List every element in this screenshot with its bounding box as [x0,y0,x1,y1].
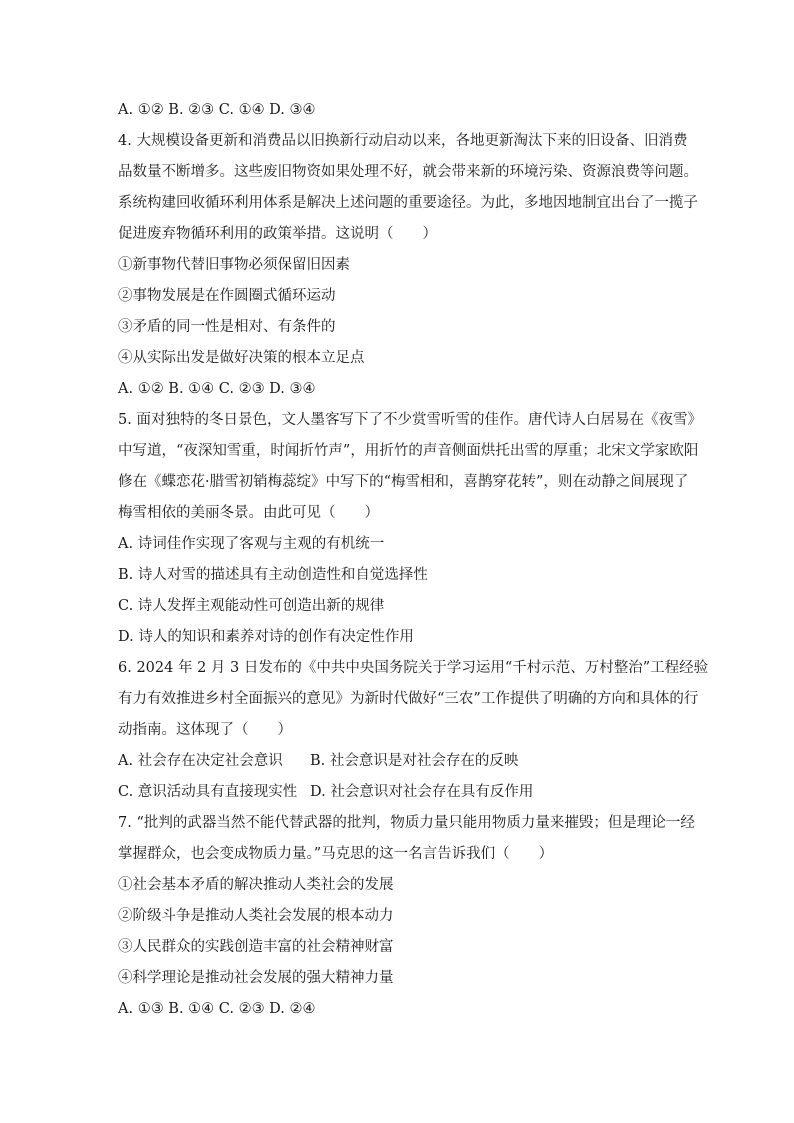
q5-stem-line-4: 梅雪相依的美丽冬景。由此可见（ ） [118,505,379,521]
q5-option-a: A. 诗词佳作实现了客观与主观的有机统一 [118,536,385,552]
q4-statement-1: ①新事物代替旧事物必须保留旧因素 [118,257,350,273]
q7-stem-line-1: 7. “批判的武器当然不能代替武器的批判，物质力量只能用物质力量来摧毁；但是理论一经 [118,815,695,831]
q5-option-d: D. 诗人的知识和素养对诗的创作有决定性作用 [118,629,414,645]
q6-options-row-2 [118,782,688,813]
q4-stem-line-4: 促进废弃物循环利用的政策举措。这说明（ ） [118,226,437,242]
q5-stem-line-3: 修在《蝶恋花·腊雪初销梅蕊绽》中写下的“梅雪相和，喜鹊穿花转”，则在动静之间展现了 [118,474,689,490]
q5-option-c: C. 诗人发挥主观能动性可创造出新的规律 [118,598,385,614]
q6-option-d: D. 社会意识对社会存在具有反作用 [310,784,534,800]
q4-statement-4: ④从实际出发是做好决策的根本立足点 [118,350,365,366]
q6-option-a: A. 社会存在决定社会意识 [118,753,283,769]
q5-option-b: B. 诗人对雪的描述具有主动创造性和自觉选择性 [118,567,428,583]
q7-statement-3: ③人民群众的实践创造丰富的社会精神财富 [118,939,394,955]
q7-stem-line-2: 掌握群众，也会变成物质力量。”马克思的这一名言告诉我们（ ） [118,846,554,862]
q4-stem-line-3: 系统构建回收循环利用体系是解决上述问题的重要途径。为此，多地因地制宜出台了一揽子 [118,195,698,211]
q4-answer-choices: A. ①② B. ①④ C. ②③ D. ③④ [118,381,316,397]
q3-answer-choices: A. ①② B. ②③ C. ①④ D. ③④ [118,102,316,118]
q4-stem-line-1: 4. 大规模设备更新和消费品以旧换新行动启动以来，各地更新淘汰下来的旧设备、旧消费 [118,133,688,149]
q7-statement-1: ①社会基本矛盾的解决推动人类社会的发展 [118,877,394,893]
q6-stem-line-2: 有力有效推进乡村全面振兴的意见》为新时代做好“三农”工作提供了明确的方向和具体的行 [118,691,699,707]
q6-options-row-1 [118,751,688,782]
q7-answer-choices: A. ①③ B. ①④ C. ②③ D. ②④ [118,1001,316,1017]
q7-statement-4: ④科学理论是推动社会发展的强大精神力量 [118,970,394,986]
q4-statement-2: ②事物发展是在作圆圈式循环运动 [118,288,336,304]
q4-stem-line-2: 品数量不断增多。这些废旧物资如果处理不好，就会带来新的环境污染、资源浪费等问题。 [118,164,698,180]
q6-stem-line-1: 6. 2024 年 2 月 3 日发布的《中共中央国务院关于学习运用“千村示范、万村整治”工程经验 [118,660,709,676]
q6-option-b: B. 社会意识是对社会存在的反映 [310,753,519,769]
q6-stem-line-3: 动指南。这体现了（ ） [118,722,292,738]
document-page [118,100,709,1030]
q7-statement-2: ②阶级斗争是推动人类社会发展的根本动力 [118,908,394,924]
q5-stem-line-2: 中写道，“夜深知雪重，时闻折竹声”，用折竹的声音侧面烘托出雪的厚重；北宋文学家欧阳 [118,443,699,459]
q6-option-c: C. 意识活动具有直接现实性 [118,784,298,800]
q5-stem-line-1: 5. 面对独特的冬日景色，文人墨客写下了不少赏雪听雪的佳作。唐代诗人白居易在《夜雪》 [118,412,702,428]
q4-statement-3: ③矛盾的同一性是相对、有条件的 [118,319,336,335]
